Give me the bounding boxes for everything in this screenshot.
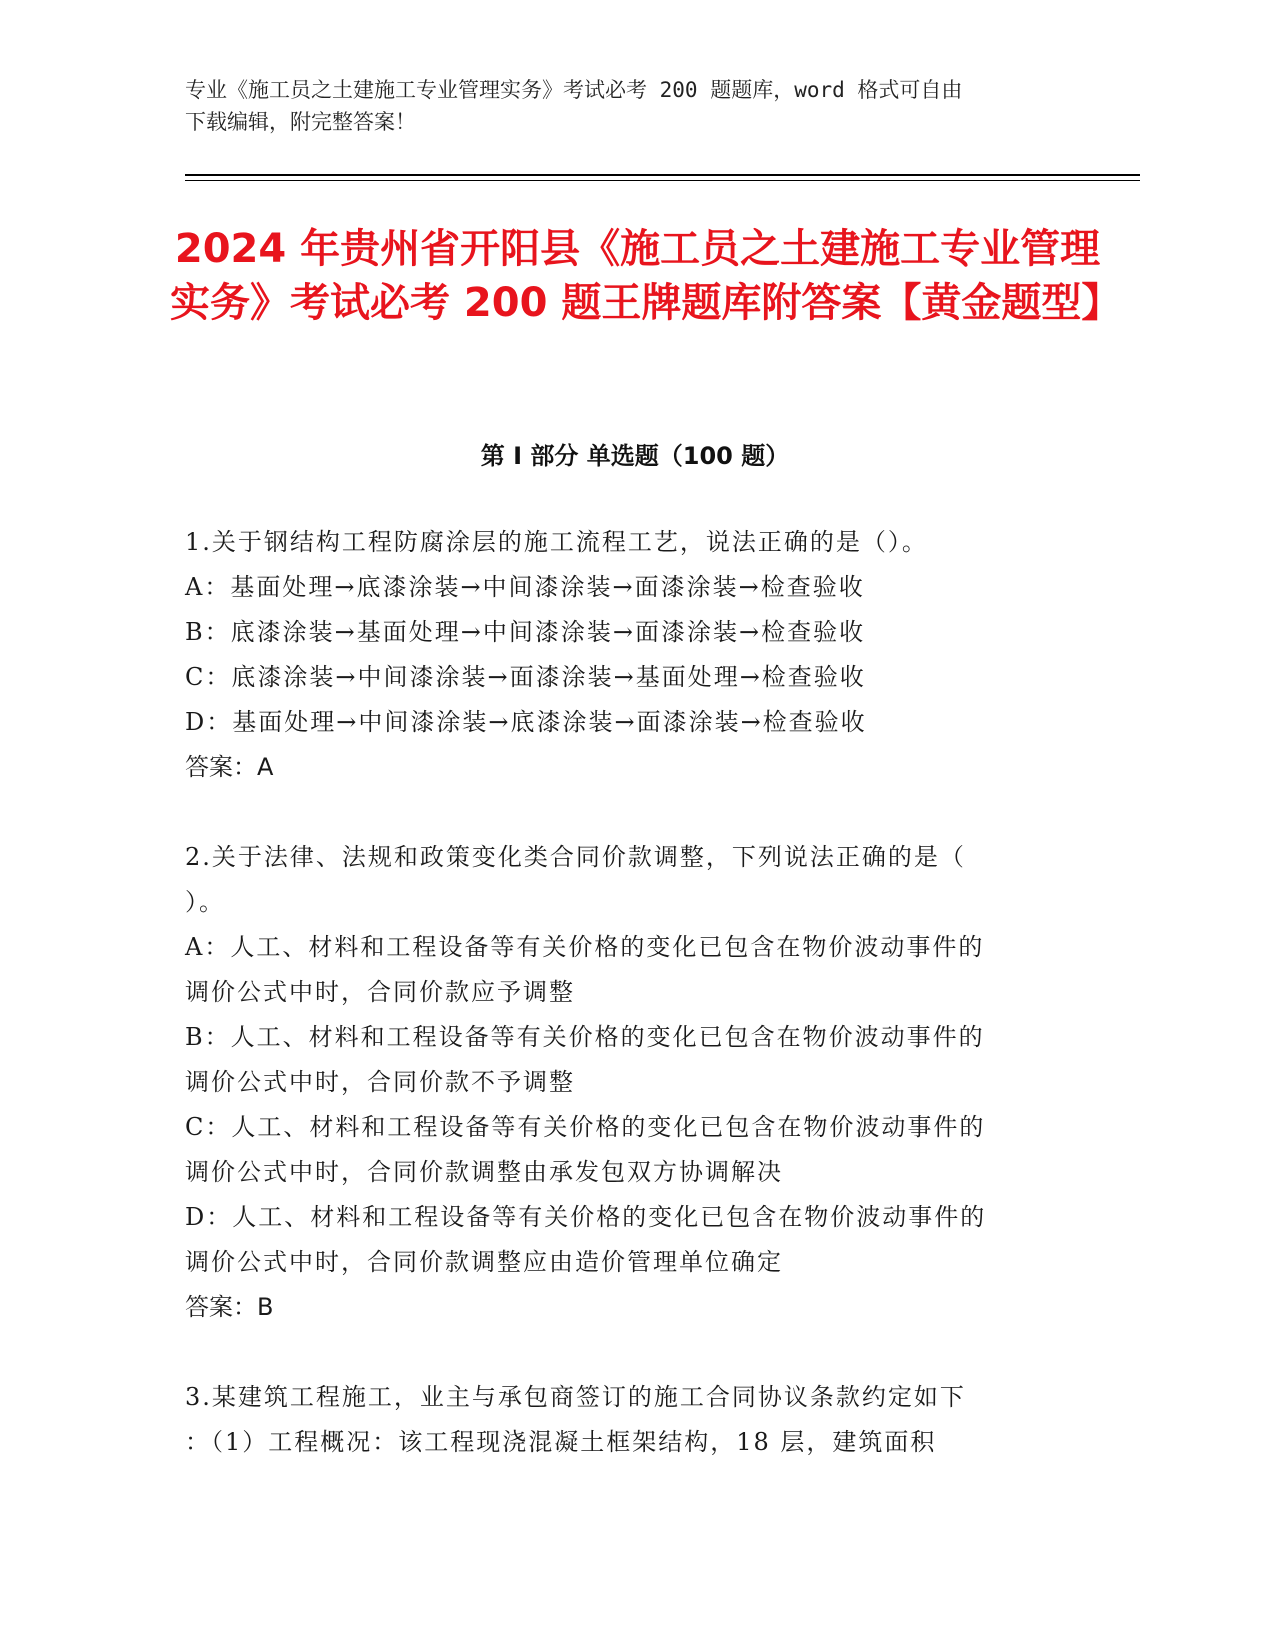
option-b: B：底漆涂装→基面处理→中间漆涂装→面漆涂装→检查验收 [185,618,866,646]
option-d: D：基面处理→中间漆涂装→底漆涂装→面漆涂装→检查验收 [185,708,867,736]
question-list [185,520,1060,1510]
header-note [185,74,1065,138]
header-divider-thick [185,174,1140,176]
option-a: A：人工、材料和工程设备等有关价格的变化已包含在物价波动事件的 [185,933,985,961]
answer-line: 答案：B [185,1293,274,1321]
section-heading: 第 I 部分 单选题（100 题） [480,442,790,470]
question-3 [185,1375,1060,1465]
question-1 [185,520,1060,790]
option-d-cont: 调价公式中时，合同价款调整应由造价管理单位确定 [185,1248,783,1276]
page-title: 2024 年贵州省开阳县《施工员之土建施工专业管理实务》考试必考 200 题王牌题库附答案【黄金题型】 [170,226,1122,326]
option-a: A：基面处理→底漆涂装→中间漆涂装→面漆涂装→检查验收 [185,573,865,601]
option-c: C：人工、材料和工程设备等有关价格的变化已包含在物价波动事件的 [185,1113,986,1141]
question-stem: 2.关于法律、法规和政策变化类合同价款调整，下列说法正确的是（ [185,843,966,871]
question-stem: 3.某建筑工程施工，业主与承包商签订的施工合同协议条款约定如下 [185,1383,966,1411]
option-b: B：人工、材料和工程设备等有关价格的变化已包含在物价波动事件的 [185,1023,985,1051]
option-b-cont: 调价公式中时，合同价款不予调整 [185,1068,575,1096]
question-stem-cont: ：（1）工程概况：该工程现浇混凝土框架结构，18 层，建筑面积 [185,1428,937,1456]
answer-line: 答案：A [185,753,274,781]
header-line-2: 下载编辑，附完整答案！ [185,110,416,134]
header-line-1: 专业《施工员之土建施工专业管理实务》考试必考 200 题题库，word 格式可自由 [185,78,963,102]
option-a-cont: 调价公式中时，合同价款应予调整 [185,978,575,1006]
option-d: D：人工、材料和工程设备等有关价格的变化已包含在物价波动事件的 [185,1203,987,1231]
header-divider-thin [185,180,1140,181]
question-stem: 1.关于钢结构工程防腐涂层的施工流程工艺，说法正确的是（）。 [185,528,928,556]
question-stem-cont: ）。 [185,888,225,916]
option-c-cont: 调价公式中时，合同价款调整由承发包双方协调解决 [185,1158,783,1186]
question-2 [185,835,1060,1330]
option-c: C：底漆涂装→中间漆涂装→面漆涂装→基面处理→检查验收 [185,663,866,691]
